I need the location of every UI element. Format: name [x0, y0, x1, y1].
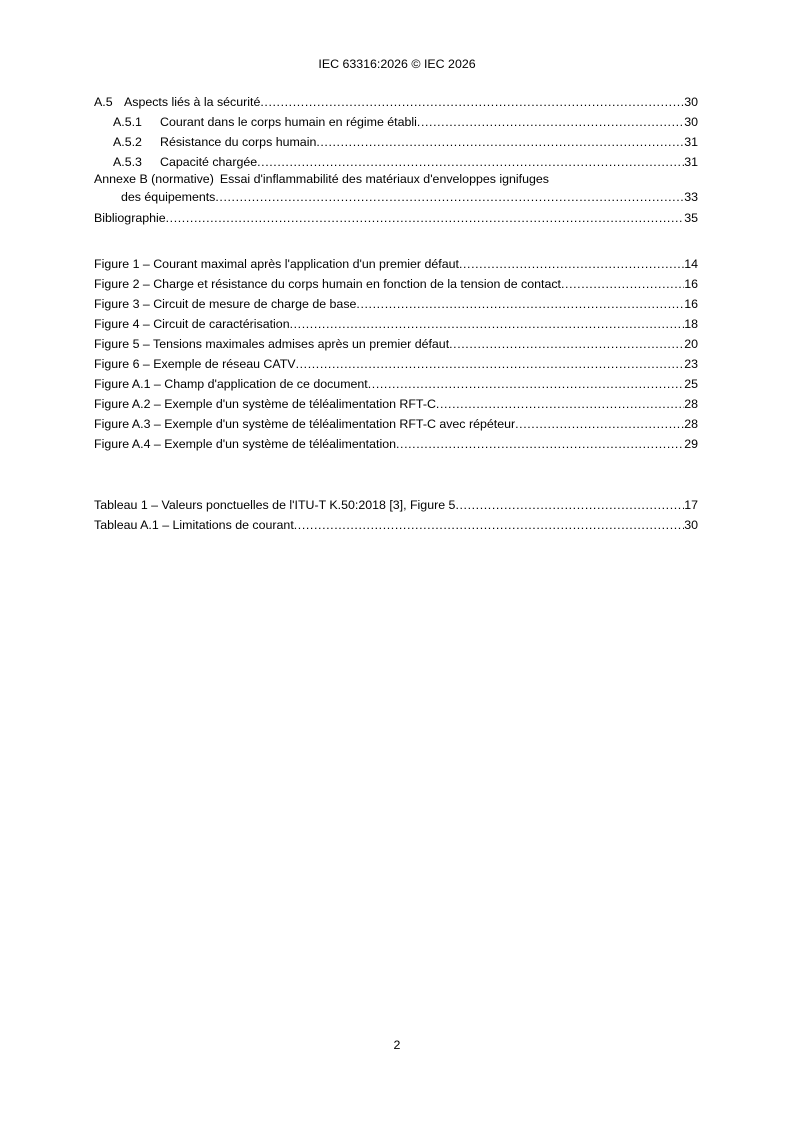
leader-dots — [561, 274, 684, 294]
leader-dots — [316, 132, 684, 152]
table-page: 17 — [684, 498, 698, 512]
figure-page: 28 — [684, 417, 698, 431]
toc-entry-page: 30 — [684, 115, 698, 129]
table-title: Tableau A.1 – Limitations de courant — [94, 518, 294, 532]
figure-title: Figure A.4 – Exemple d'un système de téléalimentation — [94, 437, 396, 451]
toc-entry[interactable] — [94, 152, 698, 172]
leader-dots — [260, 92, 684, 112]
leader-dots — [356, 294, 684, 314]
list-item-figure[interactable] — [94, 274, 698, 294]
leader-dots — [368, 374, 684, 394]
toc-entry[interactable] — [94, 92, 698, 112]
toc-entry-title: Essai d'inflammabilité des matériaux d'enveloppes ignifuges — [219, 172, 549, 186]
toc-entry-number: A.5 — [94, 95, 113, 109]
toc-entry-title: Courant dans le corps humain en régime établi — [160, 115, 417, 129]
figure-title: Figure 6 – Exemple de réseau CATV — [94, 357, 296, 371]
toc-entry[interactable] — [94, 112, 698, 132]
toc-entry-page: 30 — [684, 95, 698, 109]
list-item-table[interactable] — [94, 515, 698, 535]
table-title: Tableau 1 – Valeurs ponctuelles de l'ITU-T K.50:2018 [3], Figure 5 — [94, 498, 456, 512]
toc-entry-title-continued: des équipements — [121, 190, 216, 204]
figure-title: Figure A.2 – Exemple d'un système de téléalimentation RFT-C — [94, 397, 436, 411]
figure-page: 28 — [684, 397, 698, 411]
table-page: 30 — [684, 518, 698, 532]
figure-title: Figure 1 – Courant maximal après l'application d'un premier défaut — [94, 257, 459, 271]
leader-dots — [436, 394, 684, 414]
figure-title: Figure 2 – Charge et résistance du corps humain en fonction de la tension de contact — [94, 277, 561, 291]
leader-dots — [296, 354, 685, 374]
toc-section-contents — [94, 92, 698, 228]
leader-dots — [257, 152, 684, 172]
toc-entry-page: 31 — [684, 135, 698, 149]
page-header: IEC 63316:2026 © IEC 2026 — [318, 57, 476, 71]
toc-entry-number: A.5.1 — [113, 115, 142, 129]
list-item-figure[interactable] — [94, 374, 698, 394]
list-item-figure[interactable] — [94, 254, 698, 274]
toc-entry-title: Bibliographie — [94, 211, 166, 225]
figure-page: 25 — [684, 377, 698, 391]
toc-entry-page: 33 — [684, 190, 698, 204]
toc-entry-annex[interactable] — [94, 172, 698, 208]
leader-dots — [166, 208, 685, 228]
leader-dots — [515, 414, 684, 434]
figure-title: Figure A.1 – Champ d'application de ce document — [94, 377, 368, 391]
list-item-table[interactable] — [94, 495, 698, 515]
page-number: 2 — [393, 1038, 401, 1052]
leader-dots — [455, 495, 684, 515]
leader-dots — [459, 254, 684, 274]
figure-page: 14 — [684, 257, 698, 271]
list-item-figure[interactable] — [94, 334, 698, 354]
toc-entry-page: 31 — [684, 155, 698, 169]
leader-dots — [215, 190, 684, 205]
list-item-figure[interactable] — [94, 294, 698, 314]
list-item-figure[interactable] — [94, 414, 698, 434]
figure-title: Figure 4 – Circuit de caractérisation — [94, 317, 290, 331]
figure-page: 20 — [684, 337, 698, 351]
toc-entry-title: Aspects liés à la sécurité — [124, 95, 261, 109]
figure-page: 23 — [684, 357, 698, 371]
figure-page: 16 — [684, 297, 698, 311]
toc-entry-number: A.5.2 — [113, 135, 142, 149]
figure-page: 16 — [684, 277, 698, 291]
list-item-figure[interactable] — [94, 434, 698, 454]
figure-page: 29 — [684, 437, 698, 451]
figure-title: Figure 3 – Circuit de mesure de charge de base — [94, 297, 357, 311]
toc-entry[interactable] — [94, 208, 698, 228]
figure-page: 18 — [684, 317, 698, 331]
leader-dots — [396, 434, 684, 454]
leader-dots — [290, 314, 685, 334]
list-item-figure[interactable] — [94, 314, 698, 334]
leader-dots — [294, 515, 684, 535]
toc-section-tables — [94, 495, 698, 535]
toc-entry-title: Capacité chargée — [160, 155, 258, 169]
toc-entry-title: Résistance du corps humain — [160, 135, 317, 149]
leader-dots — [449, 334, 684, 354]
figure-title: Figure A.3 – Exemple d'un système de téléalimentation RFT-C avec répéteur — [94, 417, 516, 431]
figure-title: Figure 5 – Tensions maximales admises après un premier défaut — [94, 337, 450, 351]
list-item-figure[interactable] — [94, 354, 698, 374]
toc-entry-page: 35 — [684, 211, 698, 225]
list-item-figure[interactable] — [94, 394, 698, 414]
toc-entry[interactable] — [94, 132, 698, 152]
leader-dots — [417, 112, 684, 132]
toc-entry-number: A.5.3 — [113, 155, 142, 169]
toc-section-figures — [94, 254, 698, 454]
toc-entry-number: Annexe B (normative) — [94, 172, 214, 186]
